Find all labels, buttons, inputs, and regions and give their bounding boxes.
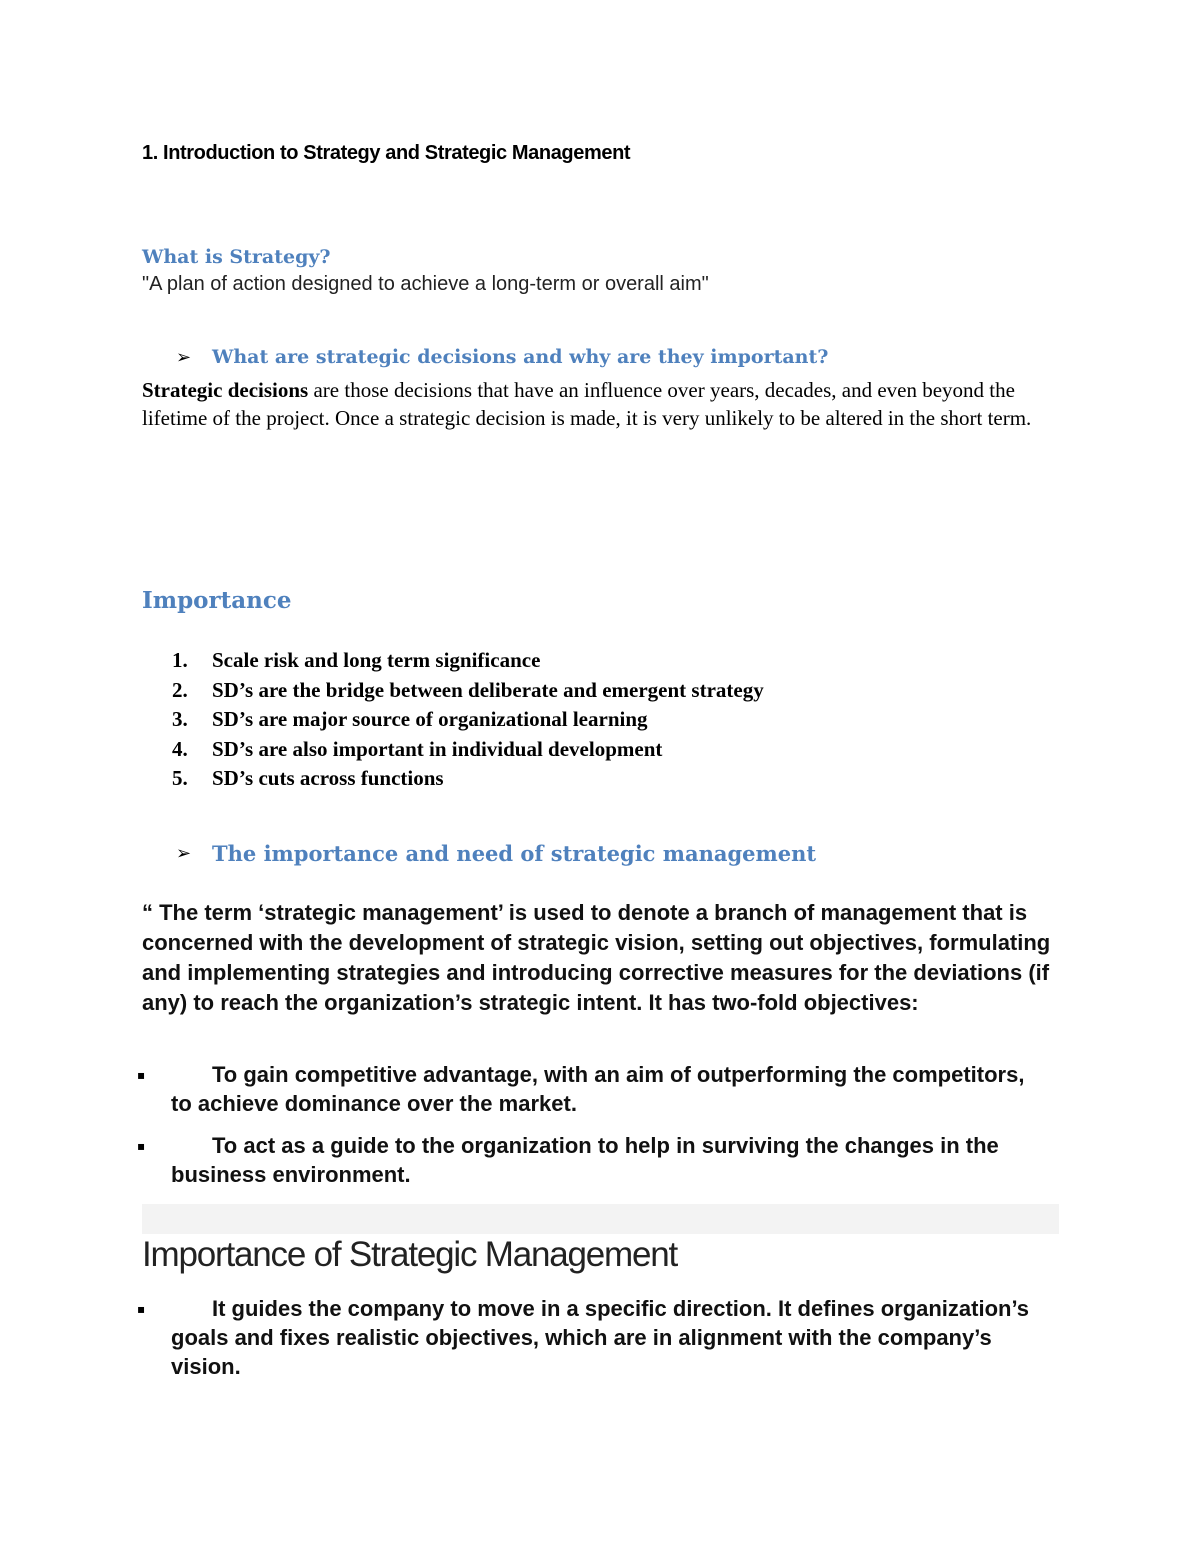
document-title: 1. Introduction to Strategy and Strategic Management (142, 142, 631, 164)
strategic-decisions-heading: What are strategic decisions and why are they important? (212, 346, 829, 368)
what-is-strategy-heading: What is Strategy? (142, 246, 331, 268)
list-item: 1. Scale risk and long term significance (172, 648, 541, 672)
importance-heading: Importance (142, 587, 292, 614)
need-heading: The importance and need of strategic management (212, 841, 817, 866)
strategy-definition: "A plan of action designed to achieve a long-term or overall aim" (142, 273, 709, 295)
importance-of-sm-heading: Importance of Strategic Management (142, 1235, 678, 1274)
list-item: 3. SD’s are major source of organizational learning (172, 707, 648, 731)
arrow-bullet-icon: ➢ (176, 347, 192, 368)
strategic-decisions-term: Strategic decisions (142, 378, 309, 402)
importance-bullet: It guides the company to move in a specific direction. It defines organization’s goals and fixes realistic objectives, which are in alignment with the company’s vision. (171, 1296, 1029, 1379)
strategic-management-quote: “ The term ‘strategic management’ is used to denote a branch of management that is concerned with the development of strategic vision, setting out objectives, formulating and implementing strategies and introducing corrective measures for the deviations (if any) to reach the organization’s strategic intent. It has two-fold objectives: (142, 900, 1051, 1015)
shaded-divider (142, 1204, 1059, 1234)
objective-bullet: To gain competitive advantage, with an aim of outperforming the competitors, to achieve dominance over the market. (171, 1062, 1025, 1116)
importance-list (172, 646, 764, 794)
list-item: 4. SD’s are also important in individual development (172, 736, 663, 761)
list-item: 2. SD’s are the bridge between deliberate and emergent strategy (172, 677, 764, 702)
arrow-bullet-icon: ➢ (176, 843, 192, 864)
strategic-decisions-paragraph (142, 376, 1042, 432)
square-bullet-icon: ▪ (137, 1139, 146, 1153)
list-item: 5. SD’s cuts across functions (172, 766, 444, 790)
square-bullet-icon: ▪ (137, 1068, 146, 1082)
objective-bullet: To act as a guide to the organization to help in surviving the changes in the business environment. (171, 1133, 999, 1187)
strategic-decisions-text: are those decisions that have an influence over years, decades, and even beyond the lifetime of the project. Once a strategic decision is made, it is very unlikely to be altered in the short term. (142, 378, 1032, 430)
square-bullet-icon: ▪ (137, 1302, 146, 1316)
